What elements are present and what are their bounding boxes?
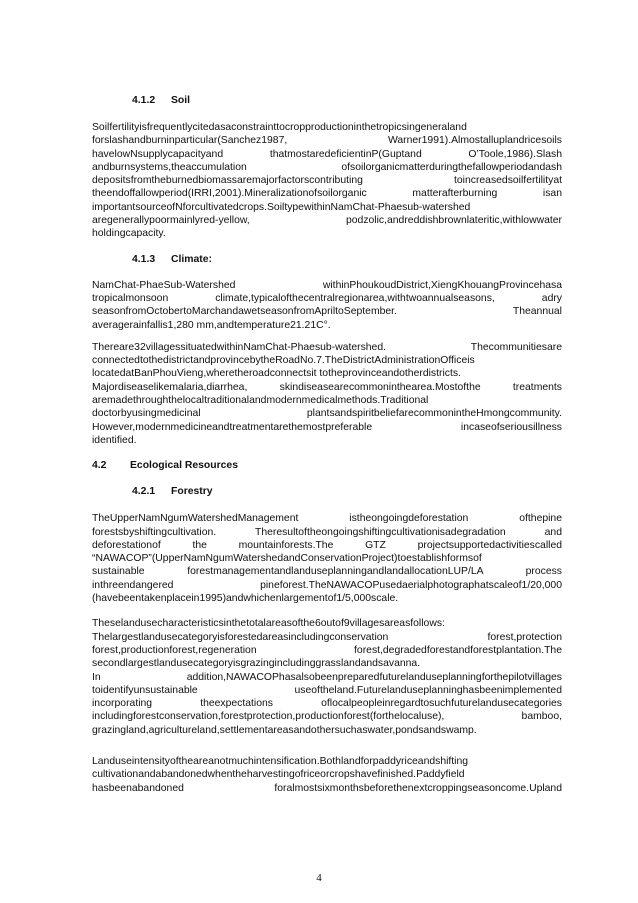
page-content <box>92 94 562 795</box>
section-number: 4.2.1 <box>132 486 156 498</box>
text-line: Landuseintensityoftheareanotmuchintensification.Bothlandforpaddyriceandshifting <box>92 755 469 767</box>
text-line: cultivationandabandonedwhentheharvestingofriceorcropshavefinished.Paddyfield <box>92 769 465 781</box>
text-line: connectedtothedistrictandprovincebytheRoadNo.7.TheDistrictAdministrationOfficeis <box>92 355 475 367</box>
text-line: hasbeenabandoned foralmostsixmonthsbeforethenextcroppingseasoncome.Upland <box>92 782 562 794</box>
section-heading-forestry <box>132 485 562 499</box>
section-number: 4.2 <box>92 460 107 472</box>
text-line: holdingcapacity. <box>92 228 166 240</box>
text-line: (havebeentakenplacein1995)andwhichenlargementof1/5,000scale. <box>92 593 399 605</box>
text-line: andburnsystems,theaccumulation ofsoilorganicmatterduringthefallowperiodandash <box>92 161 562 173</box>
text-line: However,modernmedicineandtreatmentarethemostpreferable incaseofseriousillness <box>92 421 562 433</box>
text-line: Thereare32villagessituatedwithinNamChat-Phaesub-watershed. Thecommunitiesare <box>92 341 562 353</box>
text-line: deforestationof the mountainforests.The GTZ projectsupportedactivitiescalled <box>92 539 562 551</box>
paragraph-landuse <box>92 617 562 737</box>
text-line: Theselandusecharacteristicsinthetotalareasofthe6outof9villagesareasfollows: <box>92 618 445 630</box>
text-line: theendoffallowperiod(IRRI,2001).Mineralizationofsoilorganic matterafterburning isan <box>92 188 562 200</box>
text-line: forest,productionforest,regeneration forest,degradedforestandforestplantation.The <box>92 644 562 656</box>
paragraph-villages <box>92 341 562 447</box>
text-line: tropicalmonsoon climate,typicalofthecentralregionarea,withtwoannualseasons, adry <box>92 292 562 304</box>
section-title: Ecological Resources <box>130 460 238 472</box>
text-line: locatedatBanPhouVieng,wheretheroadconnectsit totheprovinceandotherdistricts. <box>92 368 461 380</box>
page-number: 4 <box>316 872 322 884</box>
paragraph-climate <box>92 279 562 332</box>
section-title: Soil <box>171 95 191 106</box>
section-title: Forestry <box>171 486 213 498</box>
text-line: Soilfertilityisfrequentlycitedasaconstrainttocropproductioninthetropicsingeneraland <box>92 122 467 133</box>
text-line: aremadethroughthelocaltraditionalandmodernmedicalmethods.Traditional <box>92 395 429 407</box>
section-number: 4.1.3 <box>132 253 156 265</box>
text-line: forestsbyshiftingcultivation. Theresultoftheongoingshiftingcultivationisadegradation and <box>92 526 562 538</box>
paragraph-forestry <box>92 512 562 605</box>
section-heading-climate <box>132 253 562 267</box>
text-line: aregenerallypoormainlyred-yellow, podzolic,andreddishbrownlateritic,withlowwater <box>92 215 562 227</box>
text-line: Majordiseaselikemalaria,diarrhea, skindiseasearecommoninthearea.Mostofthe treatments <box>92 381 562 393</box>
text-line: forslashandburninparticular(Sanchez1987, Warner1991).Almostalluplandricesoils <box>92 135 562 147</box>
text-line: secondlargestlandusecategoryisgrazingincludinggrasslandandsavanna. <box>92 658 421 670</box>
text-line: averagerainfallis1,280 mm,andtemperature21.21C°. <box>92 319 331 331</box>
text-line: identified. <box>92 434 137 446</box>
text-line: incorporating theexpectations oflocalpeopleinregardtosuchfuturelandusecategories <box>92 698 562 710</box>
section-heading-soil <box>132 94 562 108</box>
text-line: seasonfromOctobertoMarchandawetseasonfromApriltoSeptember. Theannual <box>92 306 562 318</box>
text-line: sustainable forestmanagementandlanduseplanningandlandallocationLUP/LA process <box>92 566 562 578</box>
text-line: depositsfromtheburnedbiomassaremajorfactorscontributing toincreasedsoilfertilityat <box>92 175 562 187</box>
paragraph-soil <box>92 121 562 241</box>
text-line: In addition,NAWACOPhasalsobeenpreparedfuturelanduseplanningforthepilotvillages <box>92 671 562 683</box>
text-line: grazingland,agricultureland,settlementareasandothersuchaswater,pondsandswamp. <box>92 724 477 736</box>
text-line: TheUpperNamNgumWatershedManagement istheongoingdeforestation ofthepine <box>92 513 562 525</box>
text-line: “NAWACOP”(UpperNamNgumWatershedandConservationProject)toestablishformsof <box>92 553 482 565</box>
text-line: havelowNsupplycapacityand thatmostaredeficientinP(Guptand O’Toole,1986).Slash <box>92 148 562 160</box>
text-line: importantsourceofNforcultivatedcrops.SoiltypewithinNamChat-Phaesub-watershed <box>92 201 471 213</box>
text-line: includingforestconservation,forestprotection,productionforest(forthelocaluse), bamboo, <box>92 711 562 723</box>
text-line: NamChat-PhaeSub-Watershed withinPhoukoudDistrict,XiengKhouangProvincehasa <box>92 279 562 291</box>
paragraph-landuse-intensity <box>92 755 562 795</box>
text-line: toidentifyunsustainable useoftheland.Futurelanduseplanninghasbeenimplemented <box>92 684 562 696</box>
section-heading-ecological-resources <box>92 459 562 473</box>
text-line: doctorbyusingmedicinal plantsandspiritbeliefarecommonintheHmongcommunity. <box>92 408 562 420</box>
section-number: 4.1.2 <box>132 95 156 106</box>
section-title: Climate: <box>171 253 212 265</box>
text-line: inthreendangered pineforest.TheNAWACOPusedaerialphotographatscaleof1/20,000 <box>92 579 562 591</box>
text-line: Thelargestlandusecategoryisforestedareasincludingconservation forest,protection <box>92 631 562 643</box>
